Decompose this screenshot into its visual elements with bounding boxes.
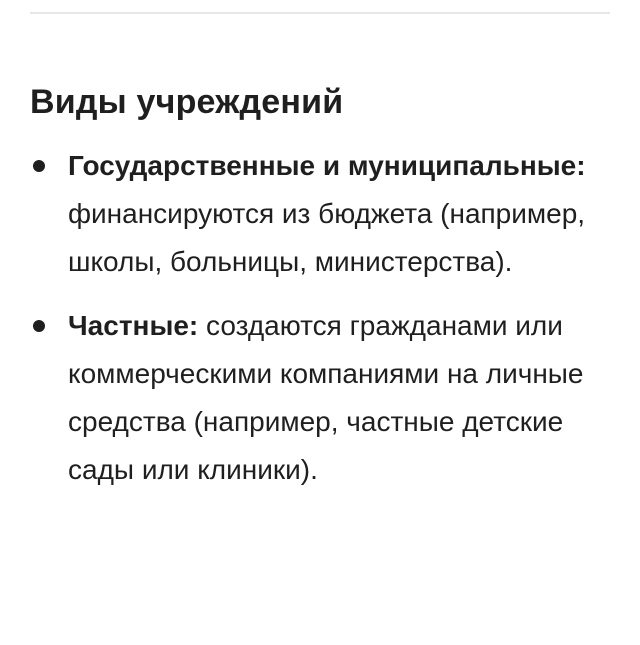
institution-types-section	[30, 78, 610, 494]
item-term: Частные:	[68, 310, 199, 341]
top-divider	[30, 12, 610, 14]
item-term: Государственные и муниципальные:	[68, 150, 586, 181]
section-title: Виды учреждений	[30, 83, 344, 121]
item-description: создаются гражданами или коммерческими компаниями на личные средства (например, частные детские сады или клиники).	[68, 310, 584, 485]
item-description: финансируются из бюджета (например, школы, больницы, министерства).	[68, 198, 586, 277]
bullet-icon	[33, 160, 45, 172]
bullet-icon	[33, 320, 45, 332]
list-item-private	[30, 302, 610, 494]
list-item-public	[30, 142, 610, 286]
institution-types-list	[30, 142, 610, 494]
